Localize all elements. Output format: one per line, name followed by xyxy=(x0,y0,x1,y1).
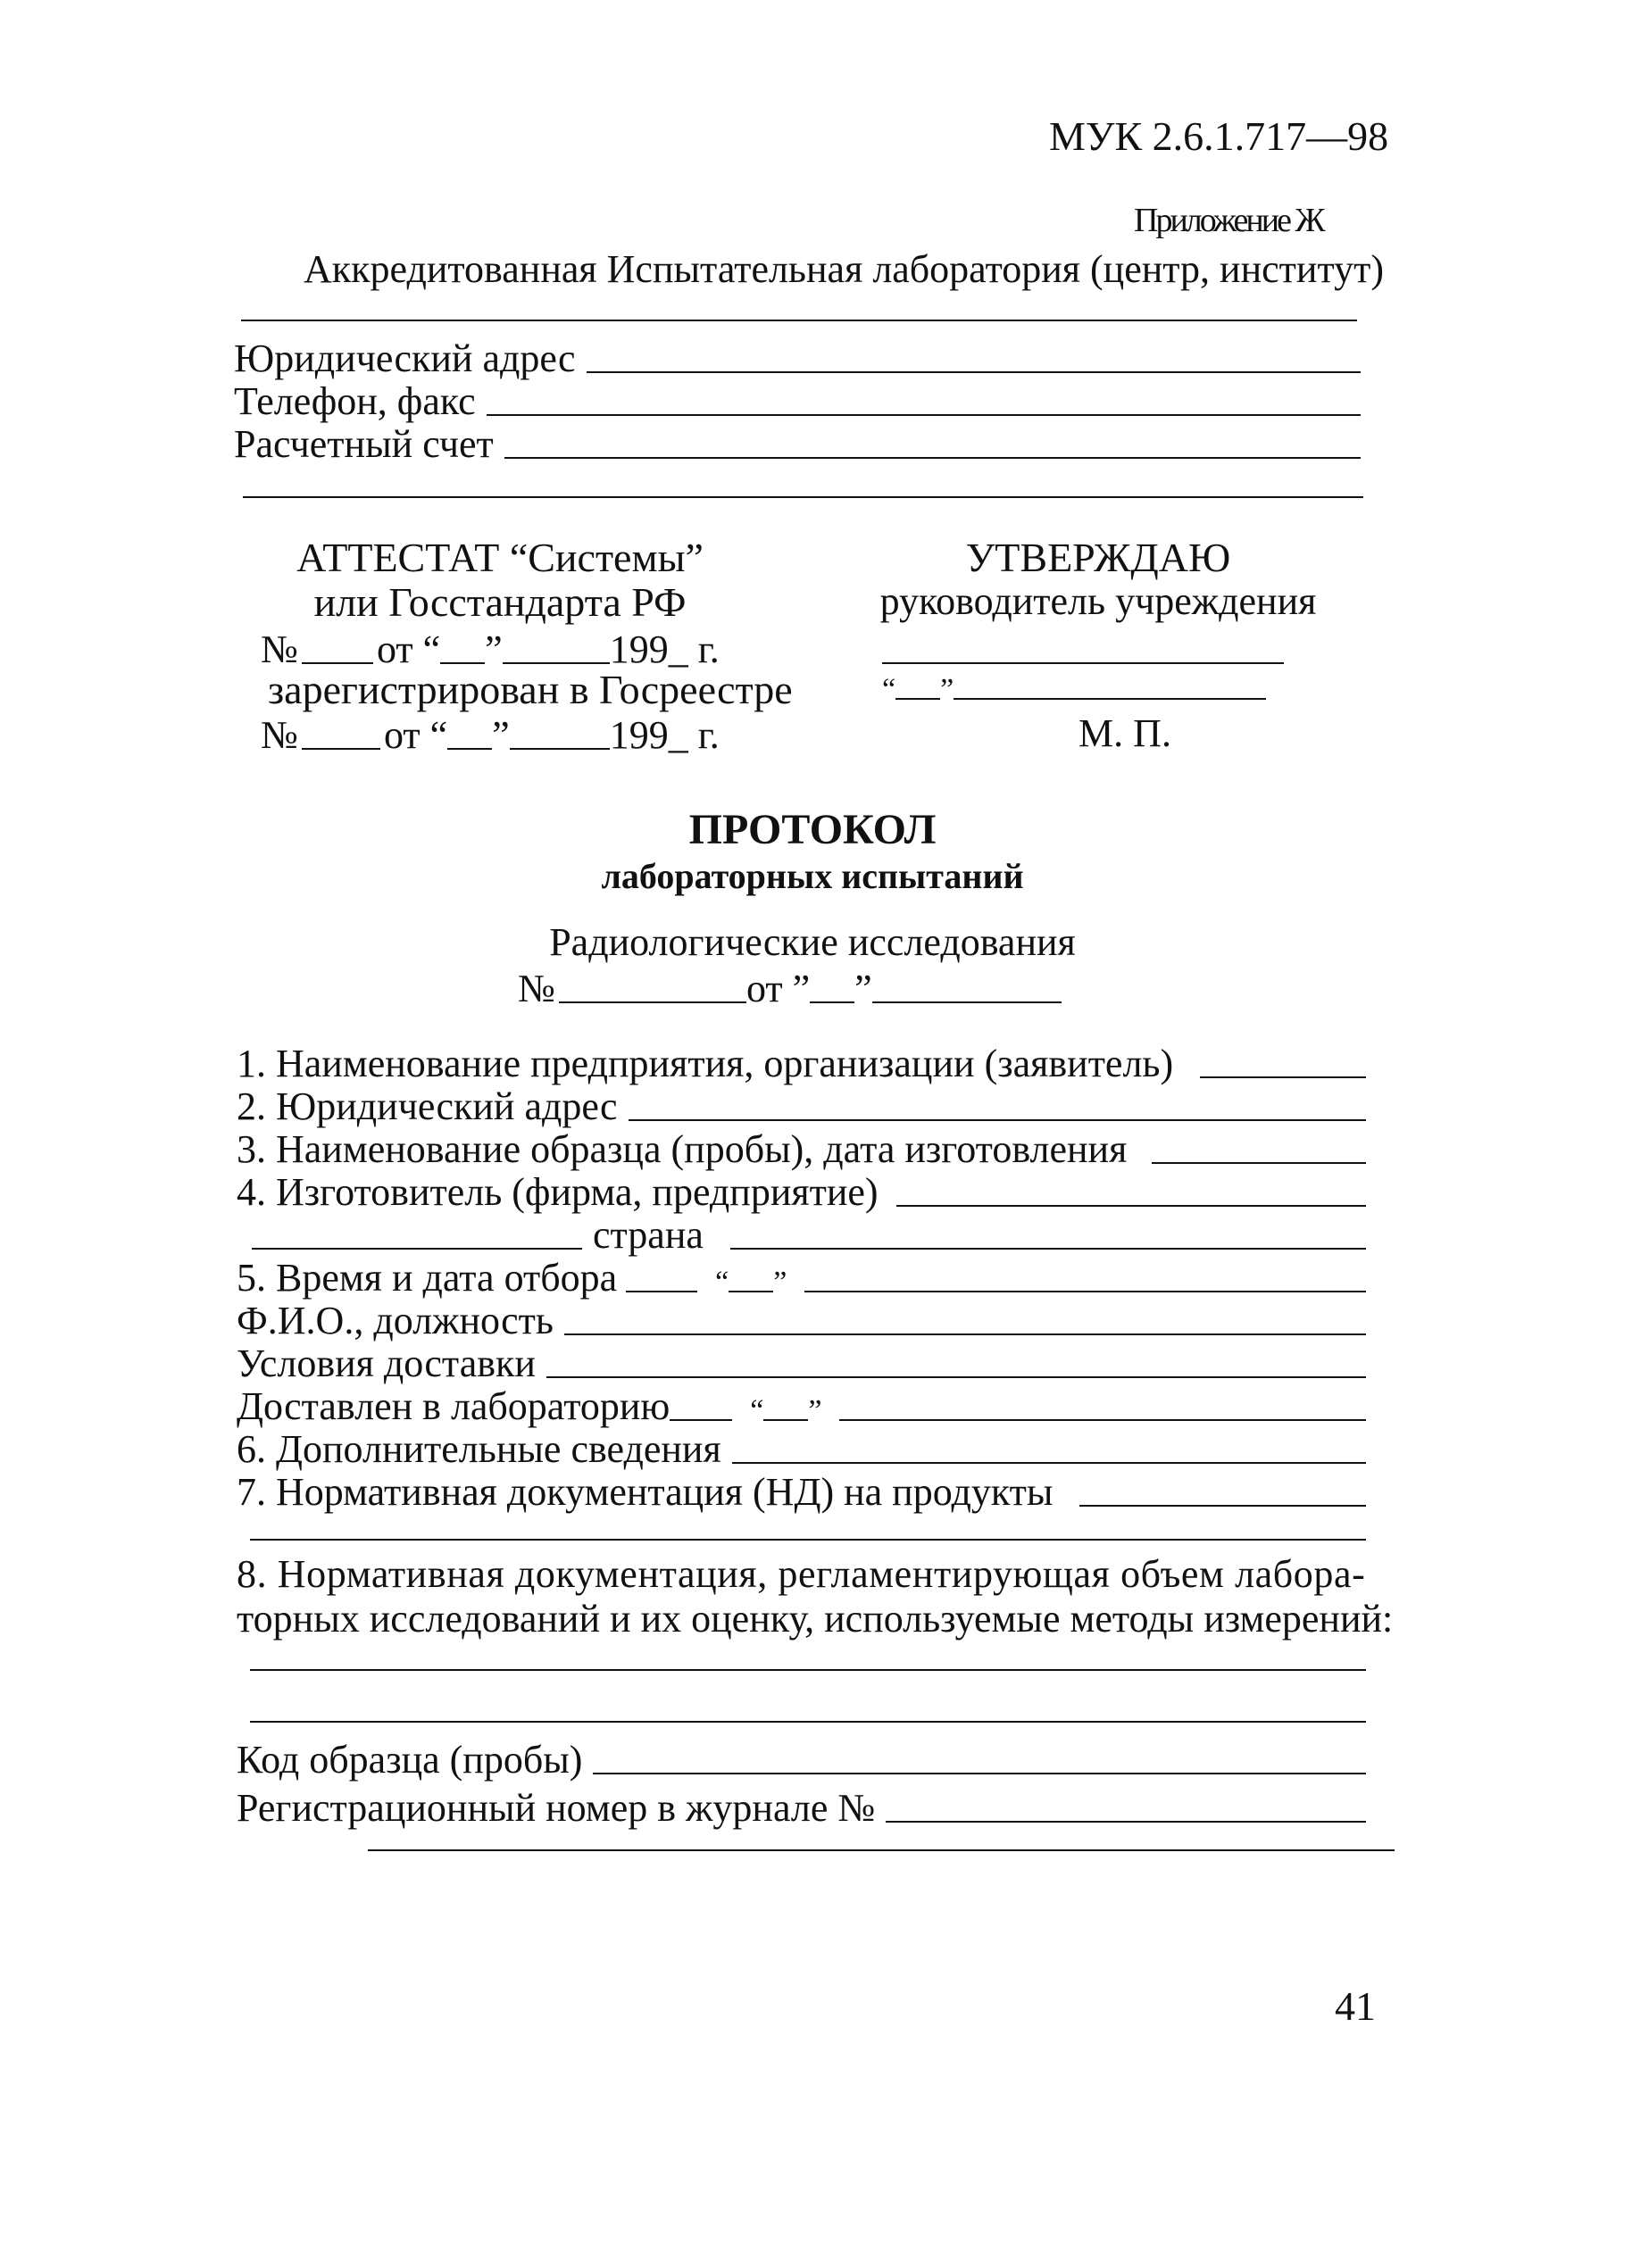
number-sign: № xyxy=(261,713,298,757)
attestat-number-row xyxy=(261,625,720,669)
sampling-day-field[interactable] xyxy=(729,1291,773,1292)
registry-month-field[interactable] xyxy=(510,748,610,750)
fio-field[interactable] xyxy=(564,1333,1366,1335)
item-7-label: 7. Нормативная документация (НД) на продукты xyxy=(237,1470,1054,1514)
item-5-label: 5. Время и дата отбора xyxy=(237,1256,618,1300)
protocol-title: ПРОТОКОЛ xyxy=(688,806,937,853)
item-2-field[interactable] xyxy=(629,1119,1366,1121)
lab-name-line xyxy=(241,320,1357,321)
delivered-time-field[interactable] xyxy=(670,1419,732,1421)
item-8-line2: торных исследований и их оценку, используемые методы измерений: xyxy=(237,1597,1394,1641)
phone-fax-row xyxy=(234,375,1361,421)
quote-close: ” xyxy=(854,967,872,1010)
from-label: от ” xyxy=(745,967,811,1010)
item-8-field-1[interactable] xyxy=(250,1669,1366,1671)
quote-open: “ xyxy=(750,1394,764,1427)
approve-subtitle: руководитель учреждения xyxy=(879,579,1317,623)
sample-code-label: Код образца (пробы) xyxy=(237,1738,583,1782)
registry-number-row xyxy=(261,710,720,755)
item-6-label: 6. Дополнительные сведения xyxy=(237,1427,721,1471)
item-3-row xyxy=(237,1125,1366,1169)
research-type: Радиологические исследования xyxy=(549,920,1076,964)
quote-close: ” xyxy=(773,1266,787,1299)
account-extra-line xyxy=(243,496,1363,498)
country-field[interactable] xyxy=(730,1248,1366,1250)
attestat-line2: или Госстандарта РФ xyxy=(313,579,687,625)
legal-address-label: Юридический адрес xyxy=(234,336,576,380)
account-label: Расчетный счет xyxy=(234,422,494,466)
quote-open: “ xyxy=(715,1266,729,1299)
delivery-field[interactable] xyxy=(546,1376,1366,1378)
reg-number-row xyxy=(237,1778,1366,1828)
item-4-field[interactable] xyxy=(896,1205,1366,1207)
delivered-label: Доставлен в лабораторию xyxy=(237,1384,670,1428)
item-4-label: 4. Изготовитель (фирма, предприятие) xyxy=(237,1170,879,1214)
item-1-row xyxy=(237,1039,1366,1084)
item-7-field[interactable] xyxy=(1079,1505,1366,1507)
sampling-date-field[interactable] xyxy=(804,1291,1366,1292)
approve-day-field[interactable] xyxy=(895,698,940,700)
item-8-field-2[interactable] xyxy=(250,1721,1366,1723)
attestat-month-field[interactable] xyxy=(503,662,610,664)
page-number: 41 xyxy=(1335,1983,1376,2029)
quote-close: ” xyxy=(485,627,503,671)
number-sign: № xyxy=(518,967,555,1010)
item-6-row xyxy=(237,1425,1366,1469)
registered-label: зарегистрирован в Госреестре xyxy=(268,667,793,712)
from-label: от “ xyxy=(376,627,441,671)
number-sign: № xyxy=(261,627,298,671)
reg-number-extra-line[interactable] xyxy=(368,1849,1395,1851)
registry-day-field[interactable] xyxy=(447,748,492,750)
quote-close: ” xyxy=(940,673,954,706)
delivery-label: Условия доставки xyxy=(237,1342,536,1385)
attestat-day-field[interactable] xyxy=(440,662,485,664)
doc-code: МУК 2.6.1.717—98 xyxy=(1049,113,1389,159)
item-8-line1: 8. Нормативная документация, регламентирующая объем лабора- xyxy=(237,1552,1366,1596)
reg-number-label: Регистрационный номер в журнале № xyxy=(237,1786,876,1830)
protocol-day-field[interactable] xyxy=(810,1001,854,1003)
item-1-label: 1. Наименование предприятия, организации (заявитель) xyxy=(237,1042,1174,1085)
protocol-month-field[interactable] xyxy=(872,1001,1062,1003)
quote-close: ” xyxy=(492,713,510,757)
approve-title: УТВЕРЖДАЮ xyxy=(965,535,1231,580)
item-5-row xyxy=(237,1253,1366,1298)
account-field[interactable] xyxy=(504,457,1361,459)
from-label: от “ xyxy=(383,713,448,757)
legal-address-row xyxy=(234,332,1361,378)
delivered-day-field[interactable] xyxy=(763,1419,808,1421)
sampling-time-field[interactable] xyxy=(626,1291,697,1292)
approve-month-field[interactable] xyxy=(954,698,1266,700)
item-1-field[interactable] xyxy=(1200,1076,1366,1078)
sample-code-row xyxy=(237,1730,1366,1780)
approve-date-row xyxy=(882,662,1266,705)
year-label: 199_ г. xyxy=(609,713,720,757)
attestat-line1: АТТЕСТАТ “Системы” xyxy=(296,535,704,580)
year-label: 199_ г. xyxy=(609,627,720,671)
country-label: страна xyxy=(593,1213,704,1257)
stamp-label: М. П. xyxy=(1079,711,1171,755)
delivered-date-field[interactable] xyxy=(839,1419,1366,1421)
attestat-number-field[interactable] xyxy=(302,662,373,664)
item-2-row xyxy=(237,1082,1366,1126)
reg-number-field[interactable] xyxy=(886,1821,1366,1823)
protocol-number-field[interactable] xyxy=(559,1001,746,1003)
country-row xyxy=(252,1210,1366,1255)
quote-close: ” xyxy=(808,1394,822,1427)
lab-title: Аккредитованная Испытательная лаборатория (центр, институт) xyxy=(304,247,1384,291)
item-3-field[interactable] xyxy=(1152,1162,1366,1164)
item-7-extra-line[interactable] xyxy=(250,1539,1366,1541)
item-4-row xyxy=(237,1167,1366,1212)
delivery-row xyxy=(237,1339,1366,1383)
protocol-number-row xyxy=(518,962,1062,1009)
legal-address-field[interactable] xyxy=(587,371,1361,373)
phone-fax-field[interactable] xyxy=(487,414,1361,416)
sample-code-field[interactable] xyxy=(593,1773,1366,1774)
delivered-row xyxy=(237,1382,1366,1426)
fio-label: Ф.И.О., должность xyxy=(237,1299,554,1342)
manufacturer-extra-field[interactable] xyxy=(252,1248,582,1250)
account-row xyxy=(234,418,1361,464)
item-3-label: 3. Наименование образца (пробы), дата изготовления xyxy=(237,1127,1128,1171)
protocol-subtitle: лабораторных испытаний xyxy=(601,856,1024,896)
item-2-label: 2. Юридический адрес xyxy=(237,1084,618,1128)
fio-row xyxy=(237,1296,1366,1341)
registry-number-field[interactable] xyxy=(302,748,380,750)
item-6-field[interactable] xyxy=(732,1462,1366,1464)
item-7-row xyxy=(237,1467,1366,1512)
phone-fax-label: Телефон, факс xyxy=(234,379,476,423)
quote-open: “ xyxy=(882,673,896,706)
appendix-label: Приложение Ж xyxy=(1134,202,1323,239)
